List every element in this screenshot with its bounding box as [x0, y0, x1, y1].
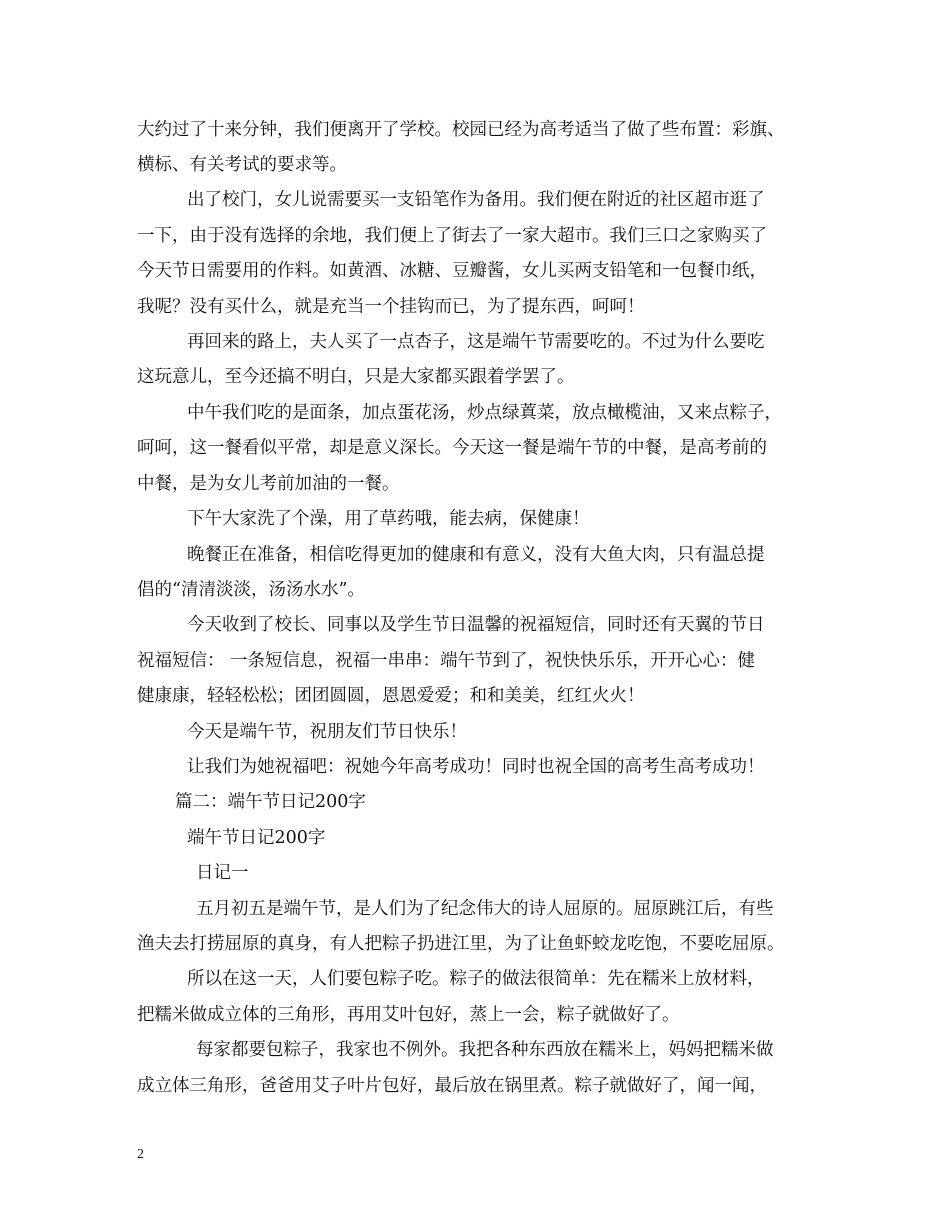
text-line: 五月初五是端午节，是人们为了纪念伟大的诗人屈原的。屈原跳江后，有些: [196, 899, 774, 919]
diary-entry-title: 日记一: [196, 863, 249, 883]
text-line: 一下，由于没有选择的余地，我们便上了街去了一家大超市。我们三口之家购买了: [137, 226, 767, 246]
text-line: 成立体三角形，爸爸用艾子叶片包好，最后放在锅里煮。粽子就做好了，闻一闻，: [137, 1076, 767, 1096]
text-line: 倡的“清清淡淡，汤汤水水”。: [137, 580, 365, 600]
text-line: 晚餐正在准备，相信吃得更加的健康和有意义，没有大鱼大肉，只有温总提: [187, 545, 765, 565]
text-line: 祝福短信： 一条短信息，祝福一串串：端午节到了，祝快快乐乐，开开心心：健: [137, 651, 756, 671]
article-title: 端午节日记200字: [187, 828, 326, 848]
text-line: 我呢？没有买什么，就是充当一个挂钩而已，为了提东西，呵呵！: [137, 297, 645, 317]
text-line: 每家都要包粽子，我家也不例外。我把各种东西放在糯米上，妈妈把糯米做: [196, 1040, 774, 1060]
text-line: 横标、有关考试的要求等。: [137, 155, 347, 175]
text-line: 把糯米做成立体的三角形，再用艾叶包好，蒸上一会，粽子就做好了。: [137, 1005, 680, 1025]
section-heading: 篇二：端午节日记200字: [175, 792, 366, 812]
text-line: 让我们为她祝福吧：祝她今年高考成功！同时也祝全国的高考生高考成功！: [187, 757, 765, 777]
text-line: 下午大家洗了个澡，用了草药哦，能去病，保健康！: [187, 509, 590, 529]
text-line: 今天节日需要用的作料。如黄酒、冰糖、豆瓣酱，女儿买两支铅笔和一包餐巾纸，: [137, 261, 767, 281]
page-number: 2: [137, 1147, 144, 1162]
text-line: 中餐，是为女儿考前加油的一餐。: [137, 474, 400, 494]
text-line: 这玩意儿，至今还搞不明白，只是大家都买跟着学罢了。: [137, 367, 575, 387]
text-line: 渔夫去打捞屈原的真身，有人把粽子扔进江里，为了让鱼虾蛟龙吃饱，不要吃屈原。: [137, 934, 785, 954]
text-line: 呵呵，这一餐看似平常，却是意义深长。今天这一餐是端午节的中餐，是高考前的: [137, 438, 767, 458]
text-line: 出了校门，女儿说需要买一支铅笔作为备用。我们便在附近的社区超市逛了: [187, 190, 765, 210]
text-line: 中午我们吃的是面条，加点蛋花汤，炒点绿蒖菜，放点橄榄油，又来点粽子，: [187, 403, 782, 423]
text-line: 大约过了十来分钟，我们便离开了学校。校园已经为高考适当了做了些布置：彩旗、: [137, 120, 785, 140]
text-line: 再回来的路上，夫人买了一点杏子，这是端午节需要吃的。不过为什么要吃: [187, 332, 765, 352]
text-line: 今天收到了校长、同事以及学生节日温馨的祝福短信，同时还有天翼的节日: [187, 615, 765, 635]
text-line: 健康康，轻轻松松；团团圆圆，恩恩爱爱；和和美美，红红火火！: [137, 686, 645, 706]
text-line: 今天是端午节，祝朋友们节日快乐！: [187, 722, 467, 742]
text-line: 所以在这一天，人们要包粽子吃。粽子的做法很简单：先在糯米上放材料，: [187, 969, 765, 989]
